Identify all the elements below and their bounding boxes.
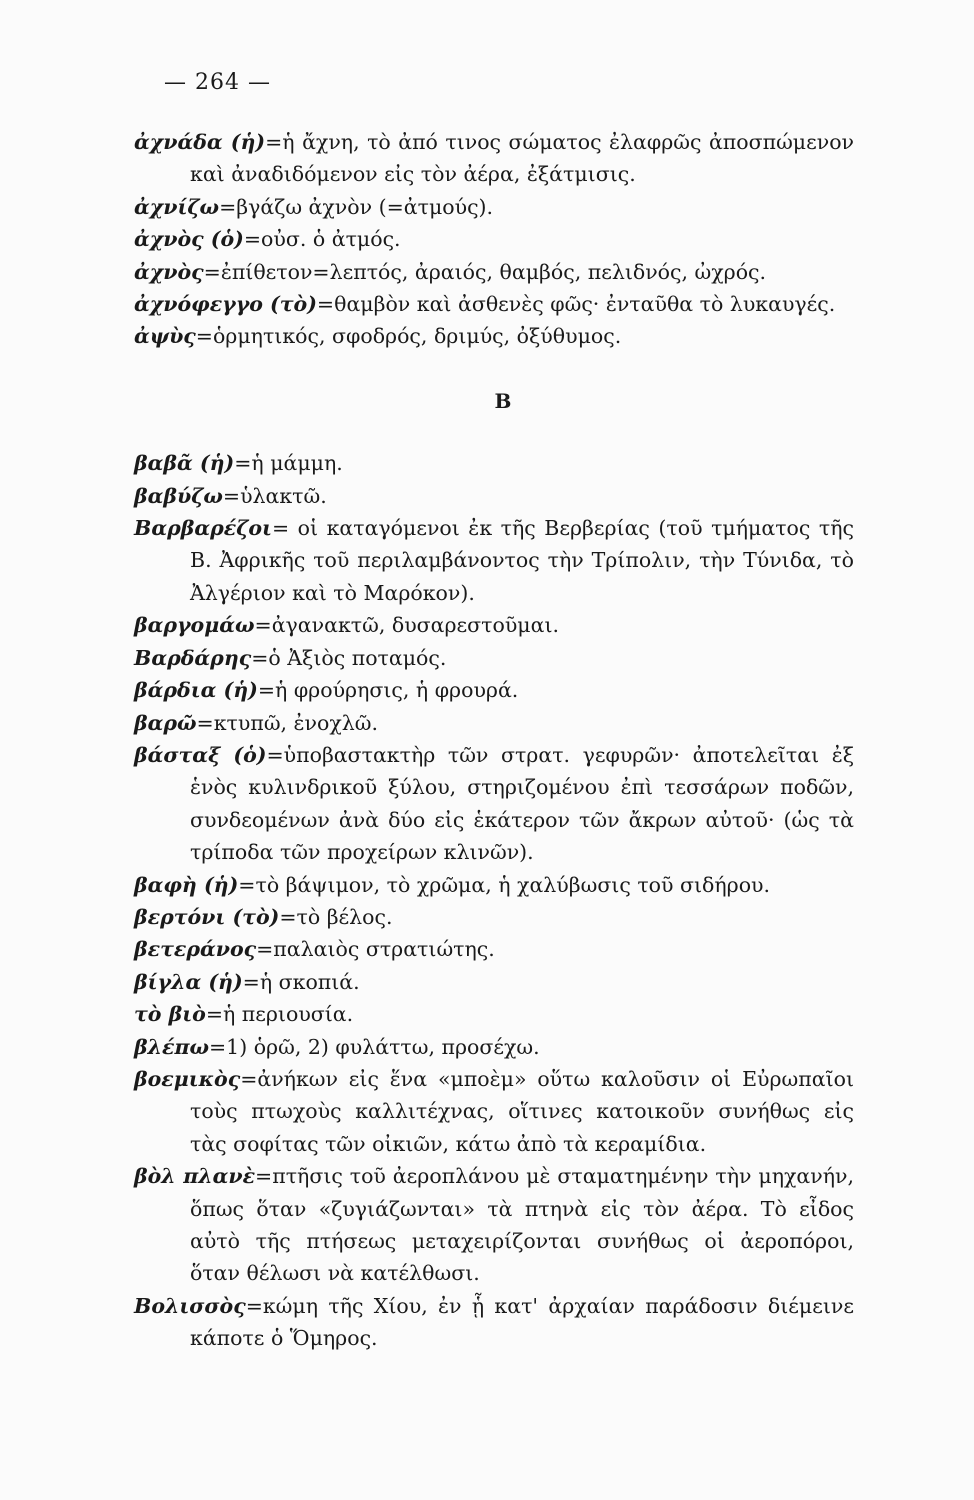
entry-headword: βίγλα (ἡ) <box>134 969 243 994</box>
dictionary-entry <box>134 869 854 901</box>
entry-definition: =ἡ ἄχνη, τὸ ἀπό τινος σώματος ἐλαφρῶς ἀποσπώμενον καὶ ἀναδιδόμενον εἰς τὸν ἀέρα, ἐξάτμισις. <box>190 130 855 187</box>
entry-headword: βερτόνι (τὸ) <box>134 904 280 929</box>
entry-headword: ἀχνὸς (ὁ) <box>134 227 244 252</box>
entry-definition: =ἡ φρούρησις, ἡ φρουρά. <box>257 678 519 703</box>
dictionary-entry <box>134 1031 854 1063</box>
entry-headword: Βολισσὸς <box>134 1293 246 1318</box>
dictionary-entry <box>134 1160 854 1290</box>
entry-headword: ἀχνάδα (ἡ) <box>134 130 266 154</box>
entry-headword: ἀχνὸς <box>134 259 204 284</box>
dictionary-entry <box>134 256 854 288</box>
entry-headword: τὸ βιὸ <box>134 1002 206 1027</box>
dictionary-entry <box>134 480 854 512</box>
entry-headword: Βαρβαρέζοι <box>134 516 272 541</box>
dictionary-entry <box>134 320 854 352</box>
alpha-entries <box>134 126 854 353</box>
dictionary-entry <box>134 642 854 674</box>
entry-headword: ἀχνίζω <box>134 194 220 219</box>
entry-headword: βάρδια (ἡ) <box>134 678 258 703</box>
entry-headword: βαργομάω <box>134 613 255 638</box>
dictionary-entry <box>134 191 854 223</box>
entry-headword: βὸλ πλανὲ <box>134 1164 256 1189</box>
entry-definition: =πτῆσις τοῦ ἀεροπλάνου μὲ σταματημένην τὴν μηχανήν, ὅπως ὅταν «ζυγιάζωνται» τὰ πτηνὰ εἰς τὸν ἀέρα. Τὸ εἶδος αὐτὸ τῆς πτήσεως μεταχειρίζονται συνήθως οἱ ἀεροπόροι, ὅταν θέλωσι νὰ κατέλθωσι. <box>190 1164 854 1286</box>
entry-definition: =ὁ Ἀξιὸς ποταμός. <box>251 645 447 670</box>
entry-definition: =ἡ περιουσία. <box>205 1002 354 1027</box>
entry-definition: =ἀνήκων εἰς ἕνα «μποὲμ» οὕτω καλοῦσιν οἱ Εὐρωπαῖοι τοὺς πτωχοὺς καλλιτέχνας, οἵτινες κατοικοῦν συνήθως εἰς τὰς σοφίτας τῶν οἰκιῶν, κάτω ἀπὸ τὰ κεραμίδια. <box>190 1066 854 1156</box>
dictionary-entry <box>134 223 854 255</box>
entry-definition: =ἐπίθετον=λεπτός, ἀραιός, θαμβός, πελιδνός, ὠχρός. <box>203 259 767 284</box>
entry-definition: =ἀγανακτῶ, δυσαρεστοῦμαι. <box>254 613 560 638</box>
entry-definition: =τὸ βάψιμον, τὸ χρῶμα, ἡ χαλύβωσις τοῦ σιδήρου. <box>238 872 771 897</box>
entry-headword: ἀψὺς <box>134 324 196 349</box>
entry-headword: βάσταξ (ὁ) <box>134 742 267 767</box>
entry-definition: =παλαιὸς στρατιώτης. <box>256 937 495 962</box>
dictionary-entry <box>134 707 854 739</box>
entry-definition: =ὁρμητικός, σφοδρός, δριμύς, ὀξύθυμος. <box>195 324 622 349</box>
dictionary-entry <box>134 447 854 479</box>
entry-headword: βαβᾶ (ἡ) <box>134 451 235 476</box>
entry-definition: =βγάζω ἀχνὸν (=ἀτμούς). <box>219 194 494 219</box>
entry-definition: =οὐσ. ὁ ἀτμός. <box>243 227 401 252</box>
entry-headword: βαφὴ (ἡ) <box>134 872 239 897</box>
dictionary-entry <box>134 609 854 641</box>
beta-entries <box>134 447 854 1354</box>
entry-headword: βαβύζω <box>134 483 223 508</box>
entry-definition: = οἱ καταγόμενοι ἐκ τῆς Βερβερίας (τοῦ τμήματος τῆς Β. Ἀφρικῆς τοῦ περιλαμβάνοντος τὴν Τρίπολιν, τὴν Τύνιδα, τὸ Ἀλγέριον καὶ τὸ Μαρόκον). <box>190 516 854 605</box>
entry-headword: βαρῶ <box>134 710 197 735</box>
dictionary-entry <box>134 933 854 965</box>
entry-definition: =ὑποβαστακτὴρ τῶν στρατ. γεφυρῶν· ἀποτελεῖται ἐξ ἑνὸς κυλινδρικοῦ ξύλου, στηριζομένου ἐπὶ τεσσάρων ποδῶν, συνδεομένων ἀνὰ δύο εἰς ἑκάτερον τῶν ἄκρων αὐτοῦ· (ὡς τὰ τρίποδα τῶν προχείρων κλινῶν). <box>190 742 854 865</box>
entries-column <box>134 126 854 1355</box>
entry-headword: Βαρδάρης <box>134 645 252 670</box>
entry-definition: =τὸ βέλος. <box>279 904 393 929</box>
dictionary-entry <box>134 1290 854 1355</box>
entry-definition: =θαμβὸν καὶ ἀσθενὲς φῶς· ἐνταῦθα τὸ λυκαυγές. <box>316 292 836 317</box>
dictionary-entry <box>134 966 854 998</box>
entry-headword: ἀχνόφεγγο (τὸ) <box>134 292 317 317</box>
dictionary-entry <box>134 126 854 191</box>
entry-definition: =ἡ μάμμη. <box>234 451 343 476</box>
page-number: — 264 — <box>164 70 271 95</box>
entry-definition: =κώμη τῆς Χίου, ἐν ᾗ κατ' ἀρχαίαν παράδοσιν διέμεινε κάποτε ὁ Ὅμηρος. <box>190 1293 854 1351</box>
section-letter: B <box>494 388 514 413</box>
dictionary-entry <box>134 288 854 320</box>
entry-headword: βετεράνος <box>134 937 257 962</box>
dictionary-entry <box>134 674 854 706</box>
dictionary-entry <box>134 739 854 869</box>
entry-headword: βοεμικὸς <box>134 1066 241 1091</box>
entry-definition: =ὑλακτῶ. <box>222 483 327 508</box>
entry-definition: =κτυπῶ, ἐνοχλῶ. <box>196 710 379 735</box>
entry-definition: =1) ὁρῶ, 2) φυλάττω, προσέχω. <box>208 1034 540 1059</box>
entry-definition: =ἡ σκοπιά. <box>242 969 360 994</box>
dictionary-entry <box>134 901 854 933</box>
entry-headword: βλέπω <box>134 1034 209 1059</box>
dictionary-entry <box>134 1063 854 1160</box>
dictionary-entry <box>134 512 854 609</box>
dictionary-entry <box>134 998 854 1030</box>
